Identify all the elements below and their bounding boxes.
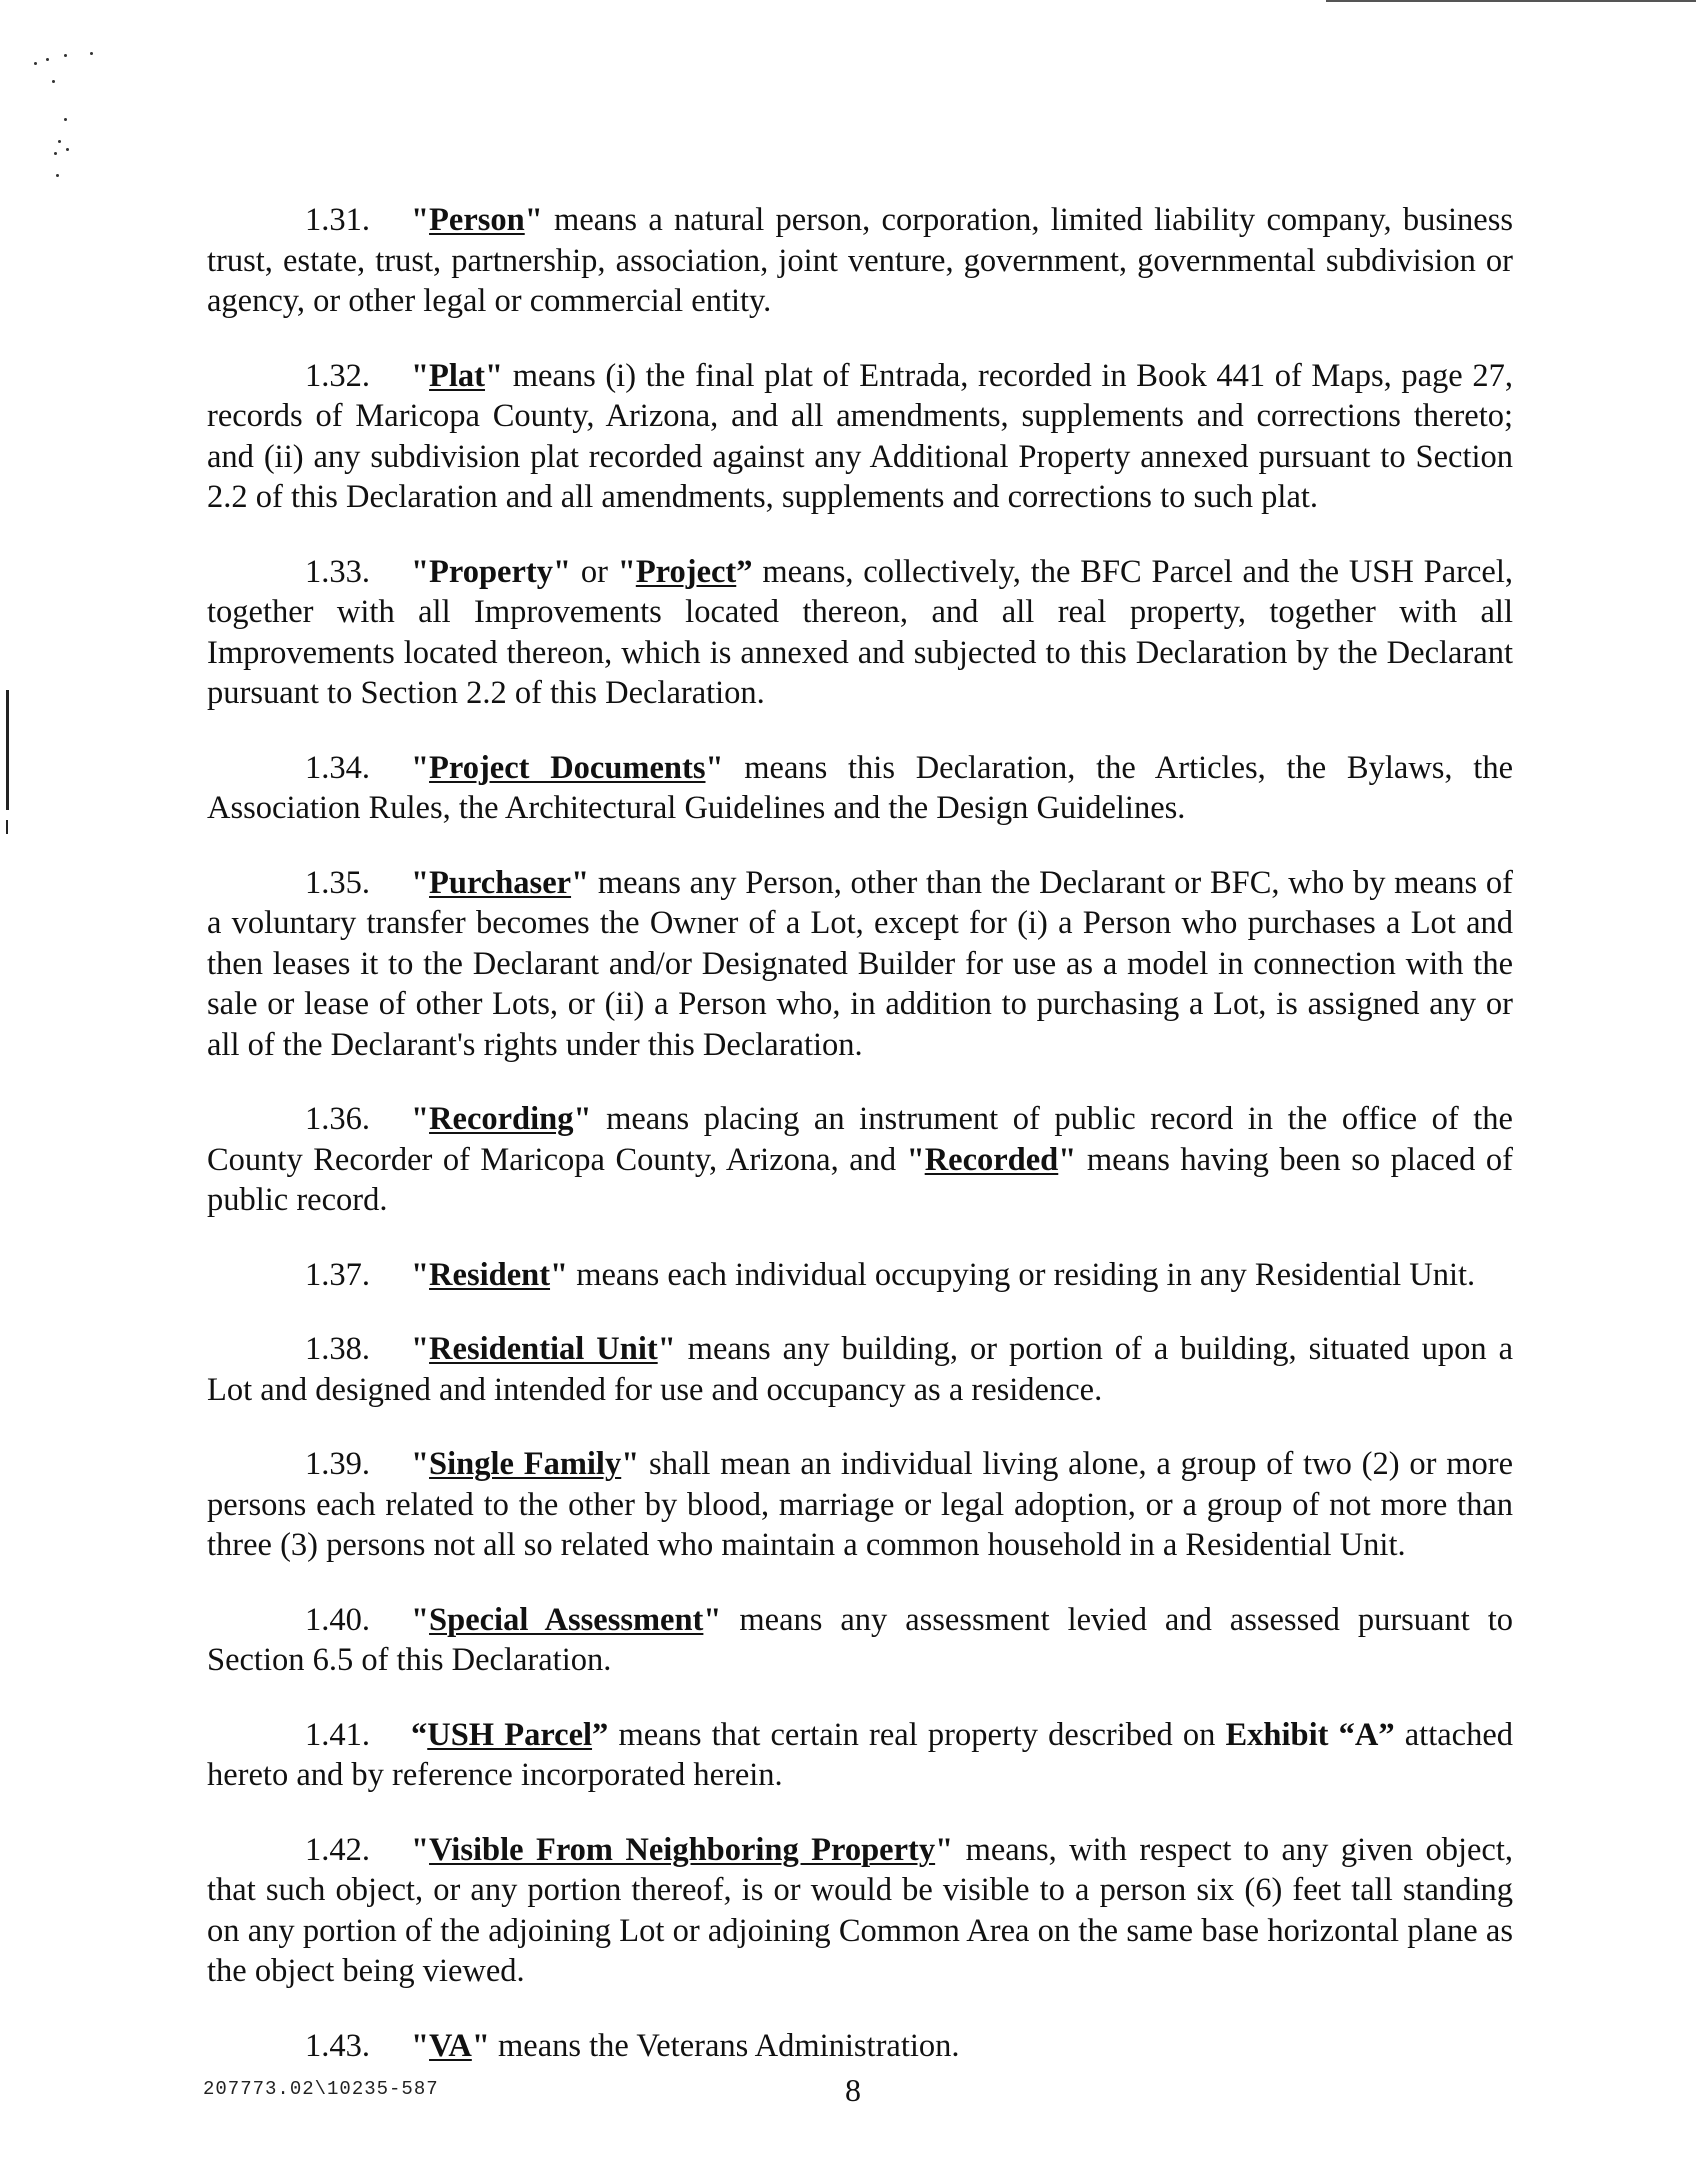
defined-term	[429, 865, 571, 901]
section-number: 1.31.	[305, 202, 370, 238]
section-number: 1.42.	[305, 1831, 370, 1868]
definition-paragraph	[207, 2026, 1513, 2067]
bold-text: “	[411, 1716, 428, 1753]
bold-text: ”	[736, 553, 753, 590]
definition-text: attached hereto and by reference incorporated herein.	[207, 1716, 1514, 1793]
definition-paragraph	[207, 1715, 1513, 1796]
defined-term-underline: Plat	[429, 357, 486, 394]
definition-text: means any assessment levied and assessed pursuant to Section 6.5 of this Declaration.	[207, 1601, 1513, 1678]
bold-text: "	[906, 1141, 925, 1178]
defined-term-underline: Visible From Neighboring Property	[429, 1831, 936, 1868]
defined-term-underline: Project Documents	[429, 749, 706, 786]
definition-paragraph	[207, 1600, 1513, 1681]
bold-text: "	[411, 1331, 430, 1367]
bold-text: "	[411, 1101, 430, 1137]
bold-text: "	[703, 1601, 722, 1638]
bold-text: "	[573, 1101, 592, 1137]
scan-margin-mark	[6, 690, 9, 810]
defined-term	[429, 1257, 550, 1293]
bold-text: "	[485, 357, 504, 394]
definitions-section	[207, 200, 1513, 2100]
bold-text: "	[705, 749, 724, 786]
definition-text: shall mean an individual living alone, a group of two (2) or more persons each related to the other by blood, marriage or legal adoption, or a group of not more than three (3) persons not all so related who maintain a common household in a Residential Unit.	[207, 1446, 1513, 1563]
definition-paragraph	[207, 200, 1513, 322]
defined-term-underline: Recording	[429, 1101, 574, 1137]
section-number: 1.37.	[305, 1256, 370, 1293]
bold-text: "	[571, 864, 590, 901]
section-number: 1.38.	[305, 1331, 370, 1367]
bold-text: "	[411, 1446, 430, 1482]
bold-text: "	[1058, 1141, 1077, 1178]
defined-term	[429, 1331, 658, 1367]
bold-text: "	[411, 1601, 430, 1638]
section-number: 1.41.	[305, 1716, 370, 1753]
defined-term	[429, 1602, 703, 1638]
defined-term-underline: VA	[429, 2027, 472, 2064]
bold-text: "	[411, 202, 430, 238]
defined-term-underline: Project	[635, 553, 737, 590]
definition-text: means this Declaration, the Articles, the Bylaws, the Association Rules, the Architectural Guidelines and the Design Guidelines.	[207, 749, 1513, 826]
defined-term-underline: Special Assessment	[429, 1601, 704, 1638]
definition-text: means a natural person, corporation, limited liability company, business trust, estate, trust, partnership, association, joint venture, government, governmental subdivision or agency, or other legal or commercial entity.	[207, 202, 1513, 319]
bold-text: "	[411, 749, 430, 786]
defined-term	[429, 2028, 472, 2064]
section-number: 1.32.	[305, 357, 370, 394]
definition-paragraph	[207, 356, 1513, 518]
scan-top-rule	[1326, 0, 1696, 2]
defined-term-underline: Residential Unit	[429, 1331, 658, 1367]
bold-text: "Property"	[411, 553, 572, 590]
defined-term-underline: Person	[429, 202, 525, 238]
definition-text: means (i) the final plat of Entrada, recorded in Book 441 of Maps, page 27, records of Maricopa County, Arizona, and all amendments, supplements and corrections thereto; and (ii) any subdivision plat recorded against any Additional Property annexed pursuant to Section 2.2 of this Declaration and all amendments, supplements and corrections to such plat.	[207, 357, 1513, 515]
definition-text: means, collectively, the BFC Parcel and the USH Parcel, together with all Improvements located thereon, and all real property, together with all Improvements located thereon, which is annexed and subjected to this Declaration by the Declarant pursuant to Section 2.2 of this Declaration.	[207, 553, 1514, 711]
definition-paragraph	[207, 1444, 1513, 1566]
bold-text: ”	[592, 1716, 609, 1753]
definition-text: means any building, or portion of a building, situated upon a Lot and designed and intended for use and occupancy as a residence.	[207, 1331, 1514, 1408]
definition-paragraph	[207, 863, 1513, 1066]
definition-paragraph	[207, 1830, 1513, 1992]
defined-term	[925, 1142, 1059, 1178]
bold-text: "	[657, 1331, 676, 1367]
scan-specks	[30, 40, 90, 200]
bold-text: "	[411, 1831, 430, 1868]
section-number: 1.35.	[305, 864, 370, 901]
page-number: 8	[845, 2072, 861, 2108]
defined-term	[429, 358, 485, 394]
section-number: 1.33.	[305, 553, 370, 590]
definition-text: or	[571, 553, 618, 590]
bold-text: "	[411, 2027, 430, 2064]
defined-term	[429, 1832, 935, 1868]
defined-term	[636, 554, 736, 590]
definition-paragraph	[207, 1255, 1513, 1296]
definition-text: means any Person, other than the Declarant or BFC, who by means of a voluntary transfer becomes the Owner of a Lot, except for (i) a Person who purchases a Lot and then leases it to the Declarant and/or Designated Builder for use as a model in connection with the sale or lease of other Lots, or (ii) a Person who, in addition to purchasing a Lot, is assigned any or all of the Declarant's rights under this Declaration.	[207, 864, 1513, 1063]
definition-text: means having been so placed of public record.	[207, 1141, 1513, 1218]
definition-text: means that certain real property described on	[608, 1716, 1226, 1753]
defined-term	[429, 1101, 573, 1137]
definition-paragraph	[207, 552, 1513, 714]
bold-text: "	[471, 2027, 490, 2064]
bold-text: "	[411, 864, 430, 901]
section-number: 1.39.	[305, 1446, 370, 1482]
definition-text: means each individual occupying or residing in any Residential Unit.	[568, 1256, 1476, 1293]
bold-text: "	[621, 1446, 640, 1482]
defined-term-underline: USH Parcel	[427, 1716, 593, 1753]
definition-text: means the Veterans Administration.	[489, 2027, 960, 2064]
defined-term	[429, 750, 705, 786]
defined-term-underline: Purchaser	[429, 864, 572, 901]
section-number: 1.36.	[305, 1101, 370, 1137]
bold-text: Exhibit “A”	[1225, 1716, 1395, 1753]
definition-paragraph	[207, 1329, 1513, 1410]
section-number: 1.34.	[305, 749, 370, 786]
section-number: 1.43.	[305, 2027, 370, 2064]
definition-text: means placing an instrument of public record in the office of the County Recorder of Maricopa County, Arizona, and	[207, 1101, 1513, 1178]
defined-term-underline: Single Family	[429, 1446, 622, 1482]
defined-term	[429, 1446, 621, 1482]
definition-paragraph	[207, 1099, 1513, 1221]
defined-term	[429, 202, 525, 238]
defined-term-underline: Resident	[429, 1256, 551, 1293]
defined-term	[427, 1717, 592, 1753]
definition-paragraph	[207, 748, 1513, 829]
bold-text: "	[935, 1831, 954, 1868]
bold-text: "	[617, 553, 636, 590]
bold-text: "	[550, 1256, 569, 1293]
bold-text: "	[411, 1256, 430, 1293]
scan-margin-mark	[6, 820, 8, 834]
definition-text: means, with respect to any given object, that such object, or any portion thereof, is or would be visible to a person six (6) feet tall standing on any portion of the adjoining Lot or adjoining Common Area on the same base horizontal plane as the object being viewed.	[207, 1831, 1513, 1989]
bold-text: "	[411, 357, 430, 394]
defined-term-underline: Recorded	[924, 1141, 1059, 1178]
section-number: 1.40.	[305, 1601, 370, 1638]
document-id: 207773.02\10235-587	[203, 2078, 439, 2100]
bold-text: "	[524, 202, 543, 238]
